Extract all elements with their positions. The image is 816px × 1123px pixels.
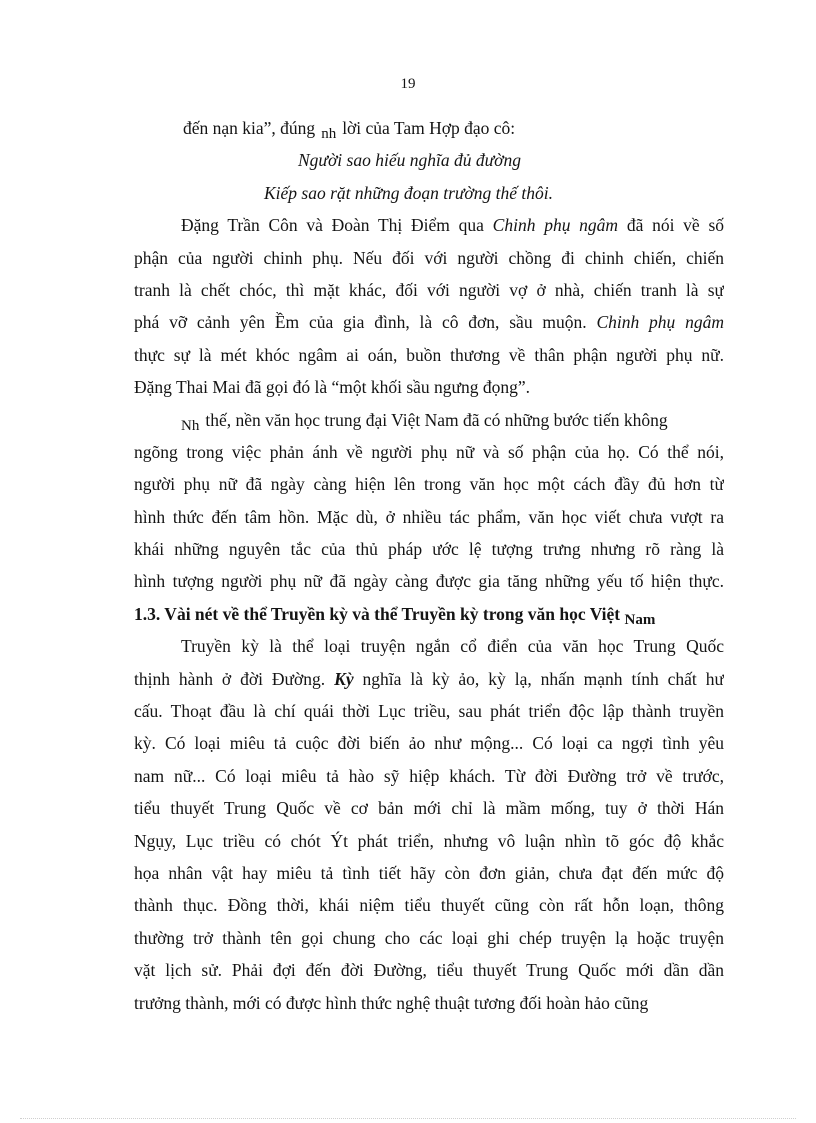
text-span: thế, nền văn học trung đại Việt Nam đã có những bước tiến không (205, 409, 668, 430)
paragraph-line: khái những nguyên tắc của thủ pháp ước lệ tượng trưng nhưng rõ ràng là (134, 539, 724, 560)
paragraph-line: thực sự là mét khóc ngâm ai oán, buồn thương về thân phận người phụ nữ. (134, 344, 724, 365)
paragraph-line: kỳ. Có loại miêu tả cuộc đời biến ảo như mộng... Có loại ca ngợi tình yêu (134, 733, 724, 754)
paragraph-line: trưởng thành, mới có được hình thức nghệ thuật tương đối hoàn hảo cũng (134, 992, 649, 1013)
paragraph-line: Đặng Thai Mai đã gọi đó là “một khối sầu ngưng đọng”. (134, 377, 531, 398)
verse-line: Người sao hiếu nghĩa đủ đường (298, 150, 521, 171)
italic-title: Chinh phụ ngâm (492, 215, 619, 236)
text-span: Nam (624, 611, 656, 628)
paragraph-line: phận của người chinh phụ. Nếu đối với người chồng đi chinh chiến, chiến (134, 247, 724, 268)
text-span: lời của Tam Hợp đạo cô: (342, 118, 516, 138)
verse-line: Kiếp sao rặt những đoạn trường thế thôi. (264, 182, 553, 203)
paragraph-line: nam nữ... Có loại miêu tả hào sỹ hiệp khách. Từ đời Đường trở về trước, (134, 765, 724, 786)
paragraph-line: vặt lịch sử. Phải đợi đến đời Đường, tiểu thuyết Trung Quốc mới dần dần (134, 960, 724, 981)
text-span: Đặng Trần Côn và Đoàn Thị Điểm qua (181, 215, 484, 236)
paragraph-line: thành thục. Đồng thời, khái niệm tiểu thuyết cũng còn rất hỗn loạn, thông (134, 895, 724, 916)
paragraph-line: tiểu thuyết Trung Quốc về cơ bản mới chỉ là mầm mống, tuy ở thời Hán (134, 798, 724, 819)
text-span: 1.3. Vài nét về thể Truyền kỳ và thể Truyền kỳ trong văn học Việt (134, 603, 621, 624)
section-heading (134, 598, 724, 630)
text-line (134, 112, 724, 144)
text-span: nh (321, 126, 337, 142)
paragraph-line: Ngụy, Lục triều có chót Ýt phát triển, nhưng vô luận nhìn tõ góc độ khắc (134, 830, 724, 851)
text-span: Nh (181, 417, 200, 434)
text-span: nghĩa là kỳ ảo, kỳ lạ, nhấn mạnh tính chất hư (362, 668, 724, 689)
paragraph-line: họa nhân vật hay miêu tả tình tiết hãy còn đơn giản, chưa đạt đến mức độ (134, 862, 724, 883)
paragraph-line (134, 404, 724, 436)
paragraph-line (134, 209, 724, 241)
paragraph-line: Truyền kỳ là thể loại truyện ngắn cổ điển của văn học Trung Quốc (181, 636, 724, 657)
body-text (134, 112, 724, 1019)
paragraph-line: hình tượng người phụ nữ đã ngày càng được gia tăng những yếu tố hiện thực. (134, 571, 724, 592)
text-span: thịnh hành ở đời Đường. (134, 668, 326, 689)
emphasis-term: Kỳ (334, 668, 354, 689)
paragraph-line: tranh là chết chóc, thì mặt khác, đối với người vợ ở nhà, chiến tranh là sự (134, 279, 724, 300)
text-span: phá vỡ cảnh yên Ềm của gia đình, là cô đơn, sầu muộn. (134, 312, 587, 333)
italic-title: Chinh phụ ngâm (596, 312, 724, 333)
text-span: đã nói về số (626, 215, 724, 236)
text-span: đến nạn kia”, đúng (183, 118, 316, 138)
paragraph-line: cấu. Thoạt đầu là chí quái thời Lục triều, sau phát triển độc lập thành truyền (134, 701, 724, 722)
paragraph-line (134, 663, 724, 695)
paragraph-line: ngõng trong việc phản ánh về người phụ nữ và số phận của họ. Có thể nói, (134, 441, 724, 462)
paragraph-line: hình thức đến tâm hồn. Mặc dù, ở nhiều tác phẩm, văn học viết chưa vượt ra (134, 506, 724, 527)
page-number: 19 (400, 76, 416, 92)
paragraph-line: người phụ nữ đã ngày càng hiện lên trong văn học một cách đầy đủ hơn từ (134, 474, 724, 495)
page-bottom-divider (20, 1118, 796, 1119)
paragraph-line: thường trở thành tên gọi chung cho các loại ghi chép truyện lạ hoặc truyện (134, 927, 724, 948)
paragraph-line (134, 306, 724, 338)
